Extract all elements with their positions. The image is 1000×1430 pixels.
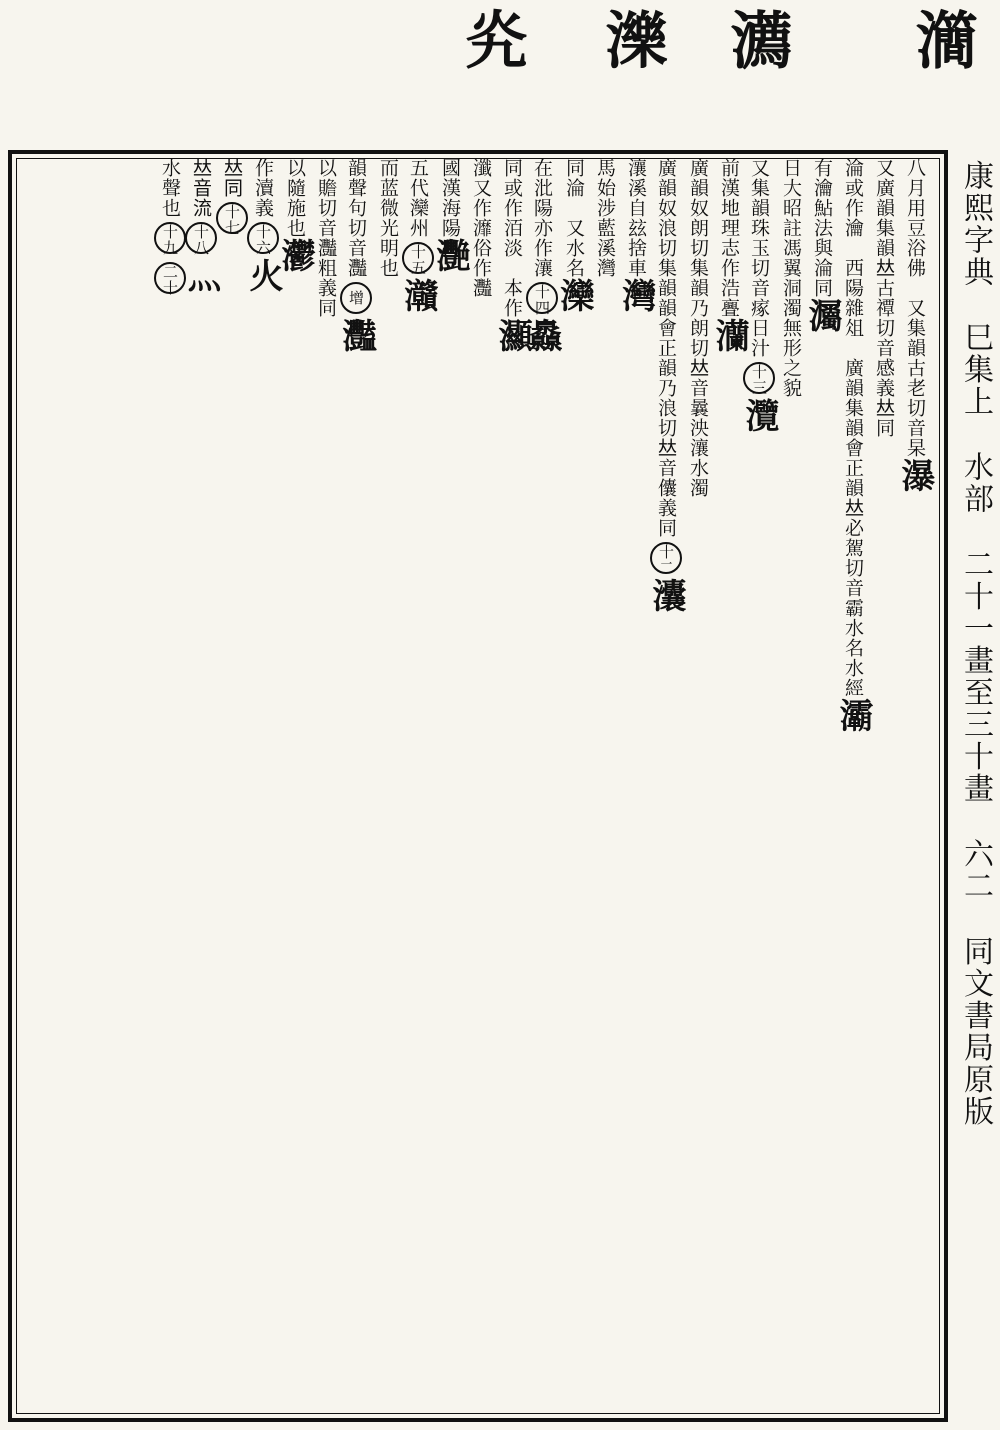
text-column: 韻聲句切音灩增灩 bbox=[336, 158, 376, 352]
stroke-count-marker: 十五 bbox=[402, 242, 434, 274]
seal-char-2: 瀳 bbox=[720, 8, 793, 74]
text-column: 國漢海陽灧 bbox=[430, 158, 470, 272]
text-column: 八月用豆浴佛 又集韻古老切音杲瀑 bbox=[895, 158, 935, 492]
header-strokes: 二十一畫至三十畫 bbox=[958, 548, 993, 805]
entry-head: 灨 bbox=[398, 278, 438, 312]
entry-head: 灢 bbox=[646, 578, 686, 612]
text-column: 有瀹鮎法與淪同灟 bbox=[802, 158, 842, 332]
text-column: 前漢地理志作浩亹灡 bbox=[709, 158, 749, 352]
text-column: 五代灤州十五灨 bbox=[398, 158, 438, 312]
text-column: 廣韻奴浪切集韻韻會正韻乃浪切𠀤音儾義同十二灢 bbox=[646, 158, 686, 612]
running-header bbox=[954, 160, 996, 1410]
entry-head: 灞 bbox=[833, 698, 873, 732]
text-column: 在沘陽亦作瀼十四灥 bbox=[522, 158, 562, 352]
entry-head: 火 bbox=[243, 258, 283, 292]
seal-script-row bbox=[440, 8, 980, 143]
stroke-count-marker: 十四 bbox=[526, 282, 558, 314]
text-column: 𠀤音流十八灬 bbox=[181, 158, 221, 292]
text-column: 瀸又作灖俗作灩 bbox=[470, 158, 492, 298]
entry-head: 灧 bbox=[430, 238, 470, 272]
stroke-count-marker: 十二 bbox=[650, 542, 682, 574]
text-column: 同或作洦淡 本作灦 bbox=[492, 158, 532, 352]
entry-head: 灩 bbox=[336, 318, 376, 352]
text-column: 以隨施也灪 bbox=[275, 158, 315, 272]
stroke-count-marker: 十八 bbox=[185, 222, 217, 254]
stroke-count-marker: 二十 bbox=[154, 262, 186, 294]
text-column: 瀼溪自玆捨車灣 bbox=[616, 158, 656, 312]
seal-char-1: 㶕 bbox=[905, 8, 978, 74]
header-page: 六二 bbox=[958, 838, 993, 903]
text-column: 同淪 又水名灤 bbox=[554, 158, 594, 312]
stroke-count-marker: 十七 bbox=[216, 202, 248, 234]
text-column: 作瀆義十六火 bbox=[243, 158, 283, 292]
dictionary-text bbox=[20, 158, 935, 1413]
entry-head: 灥 bbox=[522, 318, 562, 352]
text-column: 水聲也十九二十 bbox=[155, 158, 186, 1408]
entry-head: 灦 bbox=[492, 318, 532, 352]
seal-char-3: 濼 bbox=[595, 8, 668, 74]
text-column: 而蓝微光明也 bbox=[377, 158, 399, 278]
stroke-count-marker: 十九 bbox=[154, 222, 186, 254]
text-column: 廣韻奴朗切集韻乃朗切𠀤音曩泱瀼水濁 bbox=[687, 158, 709, 498]
text-column: 馬始涉藍溪灣 bbox=[594, 158, 616, 278]
entry-head: 灤 bbox=[554, 278, 594, 312]
header-publisher: 同文書局原版 bbox=[958, 935, 993, 1128]
text-column: 又廣韻集韻𠀤古禫切音感義𠀤同 bbox=[873, 158, 895, 438]
entry-head: 灠 bbox=[739, 398, 779, 432]
entry-head: 灟 bbox=[802, 298, 842, 332]
entry-head: 灡 bbox=[709, 318, 749, 352]
entry-head: 灪 bbox=[275, 238, 315, 272]
stroke-count-marker: 十六 bbox=[247, 222, 279, 254]
header-radical: 水部 bbox=[958, 451, 993, 516]
header-section: 巳集上 bbox=[958, 321, 993, 418]
text-column: 淪或作瀹 西陽雜俎 廣韻集韻會正韻𠀤必駕切音霸水名水經灞 bbox=[833, 158, 873, 732]
seal-char-4: 㶢 bbox=[455, 8, 528, 74]
text-column: 𠀤同十七 bbox=[217, 158, 248, 1408]
text-column: 日大昭註馮翼洞濁無形之貌 bbox=[780, 158, 802, 398]
text-column: 又集韻珠玉切音瘃日汁十三灠 bbox=[739, 158, 779, 432]
entry-head: 灣 bbox=[616, 278, 656, 312]
header-title: 康熙字典 bbox=[958, 160, 993, 288]
stroke-count-marker: 增 bbox=[340, 282, 372, 314]
entry-head: 瀑 bbox=[895, 458, 935, 492]
text-column: 以贍切音灩粗義同 bbox=[315, 158, 337, 318]
entry-head: 灬 bbox=[181, 258, 221, 292]
stroke-count-marker: 十三 bbox=[743, 362, 775, 394]
